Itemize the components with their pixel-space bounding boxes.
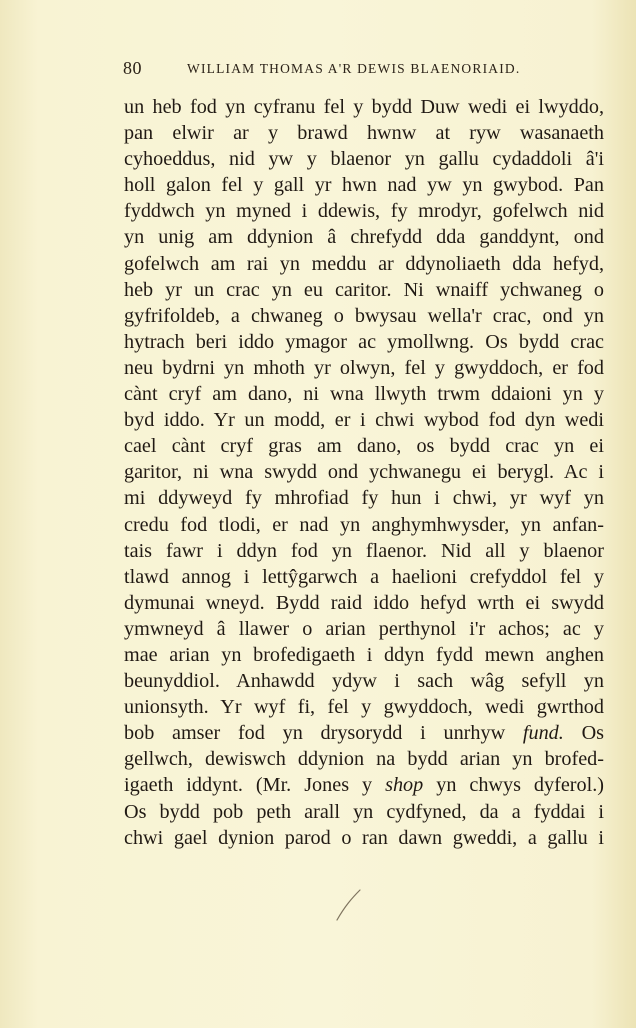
page-number: 80 — [123, 58, 142, 78]
text-line: mi ddyweyd fy mhrofiad fy hun i chwi, yr wyf yn — [124, 487, 604, 510]
text-line: Os bydd pob peth arall yn cydfyned, da a fyddai i — [124, 800, 604, 823]
text-line: bob amser fod yn drysorydd i unrhyw fund. Os — [124, 722, 604, 745]
text-line: byd iddo. Yr un modd, er i chwi wybod fod dyn wedi — [124, 409, 604, 432]
text-line: garitor, ni wna swydd ond ychwanegu ei berygl. Ac i — [124, 461, 604, 484]
text-line: yn unig am ddynion â chrefydd dda ganddynt, ond — [124, 226, 604, 249]
text-line: mae arian yn brofedigaeth i ddyn fydd mewn anghen — [124, 643, 604, 666]
text-line: neu bydrni yn mhoth yr olwyn, fel y gwyddoch, er fod — [124, 356, 604, 379]
body-text — [124, 94, 604, 851]
italic-word: fund. — [522, 722, 564, 745]
text-line: ymwneyd â llawer o arian perthynol i'r achos; ac y — [124, 617, 604, 640]
running-head: WILLIAM THOMAS A'R DEWIS BLAENORIAID. — [187, 61, 521, 76]
text-line: cyhoeddus, nid yw y blaenor yn gallu cydaddoli â'i — [124, 148, 604, 171]
text-line: gyfrifoldeb, a chwaneg o bwysau wella'r crac, ond yn — [124, 304, 604, 327]
text-line: dymunai wneyd. Bydd raid iddo hefyd wrth ei swydd — [124, 591, 604, 614]
page-header — [123, 58, 613, 80]
text-line: heb yr un crac yn eu caritor. Ni wnaiff ychwaneg o — [124, 278, 604, 301]
text-line: fyddwch yn myned i ddewis, fy mrodyr, gofelwch nid — [124, 200, 604, 223]
text-line: pan elwir ar y brawd hwnw at ryw wasanaeth — [124, 122, 604, 145]
text-line: tais fawr i ddyn fod yn flaenor. Nid all y blaenor — [124, 539, 604, 562]
text-line: cael cànt cryf gras am dano, os bydd crac yn ei — [124, 435, 604, 458]
text-line: credu fod tlodi, er nad yn anghymhwysder, yn anfan- — [124, 513, 604, 536]
italic-word: shop — [385, 774, 424, 797]
text-line: beunyddiol. Anhawdd ydyw i sach wâg sefyll yn — [124, 670, 604, 693]
text-line: igaeth iddynt. (Mr. Jones y shop yn chwys dyferol.) — [124, 774, 604, 797]
text-line: holl galon fel y gall yr hwn nad yw yn gwybod. Pan — [124, 174, 604, 197]
text-line: gellwch, dewiswch ddynion na bydd arian yn brofed- — [124, 748, 604, 771]
text-line: un heb fod yn cyfranu fel y bydd Duw wedi ei lwyddo, — [124, 96, 604, 118]
text-line: tlawd annog i lettŷgarwch a haelioni crefyddol fel y — [124, 565, 604, 588]
text-line: hytrach beri iddo ymagor ac ymollwng. Os bydd crac — [124, 330, 604, 353]
pencil-mark — [334, 888, 364, 922]
text-line: gofelwch am rai yn meddu ar ddynoliaeth dda hefyd, — [124, 252, 604, 275]
text-line: chwi gael dynion parod o ran dawn gweddi, a gallu i — [124, 826, 604, 849]
text-line: unionsyth. Yr wyf fi, fel y gwyddoch, wedi gwrthod — [124, 696, 604, 719]
text-line: cànt cryf am dano, ni wna llwyth trwm ddaioni yn y — [124, 383, 604, 406]
